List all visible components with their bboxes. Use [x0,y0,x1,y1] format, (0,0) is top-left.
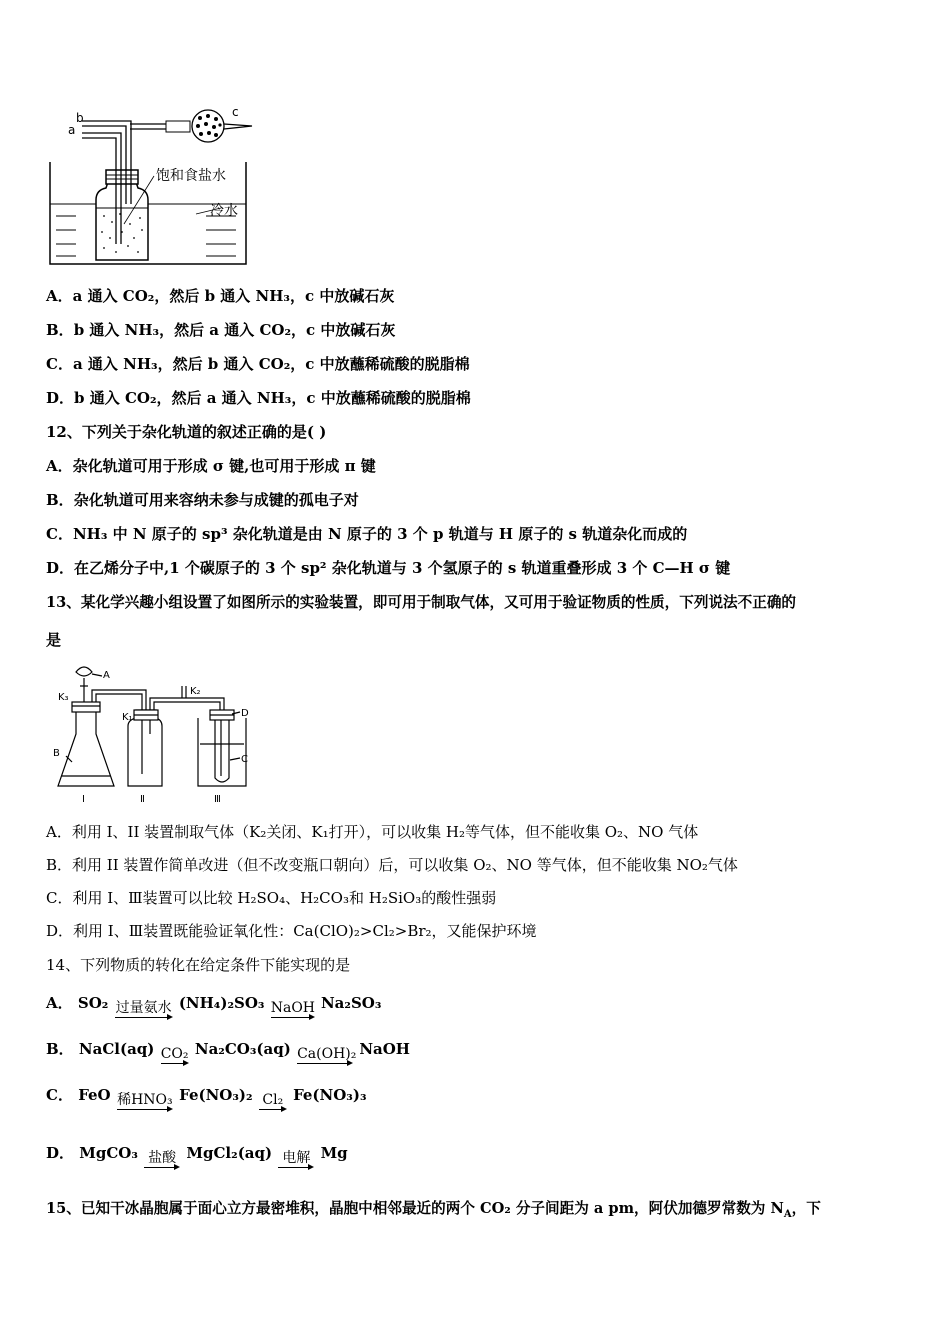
q14-b-arrow-2: Ca(OH)₂ [297,1047,353,1067]
label-A: A [103,670,110,681]
q11-option-c: C．a 通入 NH₃，然后 b 通入 CO₂，c 中放蘸稀硫酸的脱脂棉 [46,355,470,373]
label-B: B [53,748,60,759]
label-K2: K₂ [190,686,201,697]
q14-d-arrow-1: 盐酸 [144,1151,180,1171]
q11-option-b: B．b 通入 NH₃，然后 a 通入 CO₂，c 中放碱石灰 [46,321,396,339]
q13-option-d: D．利用 I、Ⅲ装置既能验证氧化性：Ca(ClO)₂>Cl₂>Br₂，又能保护环境 [46,922,537,940]
q14-b-arrow-1: CO₂ [161,1047,189,1067]
q13-stem-line1: 13、某化学兴趣小组设置了如图所示的实验装置，即可用于制取气体，又可用于验证物质的性质，下列说法不正确的 [46,594,797,611]
apparatus-figure-2 [50,664,260,806]
label-C: C [241,754,248,765]
q14-c-arrow-2: Cl₂ [259,1093,287,1113]
label-III: Ⅲ [214,794,221,805]
q13-stem-line2: 是 [46,631,62,649]
apparatus-figure-1 [46,104,276,269]
q11-option-a: A．a 通入 CO₂，然后 b 通入 NH₃，c 中放碱石灰 [46,287,395,305]
label-c: c [232,105,239,119]
label-cold-water: 冷水 [210,203,238,219]
flask-I [58,710,114,786]
q11-option-d: D．b 通入 CO₂，然后 a 通入 NH₃，c 中放蘸稀硫酸的脱脂棉 [46,389,471,407]
q12-option-a: A．杂化轨道可用于形成 σ 键,也可用于形成 π 键 [46,457,376,475]
label-K3: K₃ [58,692,69,703]
label-I: Ⅰ [82,794,85,805]
q13-option-a: A．利用 I、II 装置制取气体（K₂关闭、K₁打开），可以收集 H₂等气体，但不能收集 O₂、NO 气体 [46,823,699,841]
q14-option-d: D． MgCO₃ 盐酸 MgCl₂(aq) 电解 Mg [46,1135,348,1171]
bottle-II [128,710,162,786]
label-b: b [76,111,84,125]
q14-option-a: A． SO₂ 过量氨水 (NH₄)₂SO₃ NaOH Na₂SO₃ [46,985,381,1021]
label-a: a [68,123,76,137]
label-II: Ⅱ [140,794,145,805]
q12-option-d: D．在乙烯分子中,1 个碳原子的 3 个 sp² 杂化轨道与 3 个氢原子的 s 轨道重叠形成 3 个 C—H σ 键 [46,559,731,577]
q14-option-c: C． FeO 稀HNO₃ Fe(NO₃)₂ Cl₂ Fe(NO₃)₃ [46,1077,367,1113]
q13-option-c: C．利用 I、Ⅲ装置可以比较 H₂SO₄、H₂CO₃和 H₂SiO₃的酸性强弱 [46,889,497,907]
q12-option-c: C．NH₃ 中 N 原子的 sp³ 杂化轨道是由 N 原子的 3 个 p 轨道与 H 原子的 s 轨道杂化而成的 [46,525,688,543]
q12-option-b: B．杂化轨道可用来容纳未参与成键的孤电子对 [46,491,359,509]
q14-d-arrow-2: 电解 [278,1151,314,1171]
q13-option-b: B．利用 II 装置作简单改进（但不改变瓶口朝向）后，可以收集 O₂、NO 等气体，但不能收集 NO₂气体 [46,856,738,874]
label-D: D [241,708,249,719]
label-brine: 饱和食盐水 [156,168,226,184]
beaker-III [198,718,246,786]
q12-stem: 12、下列关于杂化轨道的叙述正确的是( ) [46,423,327,441]
q14-a-arrow-1: 过量氨水 [115,1001,173,1021]
q15-stem: 15、已知干冰晶胞属于面心立方最密堆积，晶胞中相邻最近的两个 CO₂ 分子间距为 a pm，阿伏加德罗常数为 $N_A$，下 [46,1200,821,1220]
q14-a-arrow-2: NaOH [271,1001,315,1021]
q14-stem: 14、下列物质的转化在给定条件下能实现的是 [46,956,351,974]
label-K1: K₁ [122,712,133,723]
q14-c-arrow-1: 稀HNO₃ [117,1093,173,1113]
q14-option-b: B． NaCl(aq) CO₂ Na₂CO₃(aq) Ca(OH)₂ NaOH [46,1031,410,1067]
